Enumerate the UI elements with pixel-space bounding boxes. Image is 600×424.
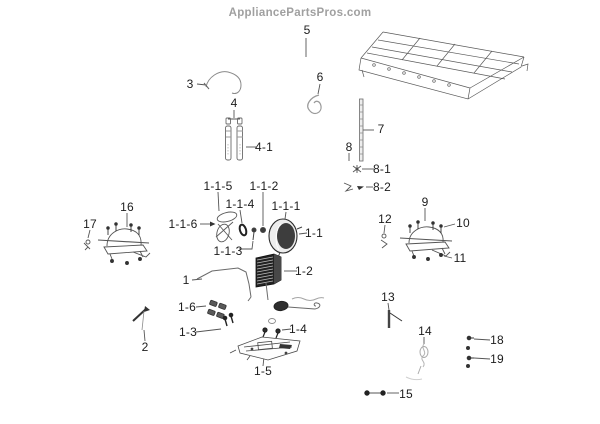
part-label-1-1[interactable]: 1-1 <box>305 226 323 240</box>
part-drawing-hook-6 <box>308 95 321 113</box>
part-drawing-screws-15 <box>365 391 385 395</box>
part-label-1[interactable]: 1 <box>182 273 190 287</box>
part-drawing-grommet-17 <box>84 240 90 250</box>
part-drawing-screws-1-4 <box>263 319 280 339</box>
part-label-9[interactable]: 9 <box>421 195 429 209</box>
part-drawing-fan-blade <box>215 210 238 243</box>
part-label-10[interactable]: 10 <box>456 216 470 230</box>
part-label-12[interactable]: 12 <box>378 212 392 226</box>
part-label-17[interactable]: 17 <box>83 217 97 231</box>
part-drawing-screws-1-3 <box>223 313 233 326</box>
part-label-8-1[interactable]: 8-1 <box>373 162 391 176</box>
part-label-1-1-5[interactable]: 1-1-5 <box>203 179 233 193</box>
part-drawing-tubes-4 <box>226 118 244 160</box>
part-drawing-screws-18-19 <box>467 336 475 367</box>
part-label-1-1-6[interactable]: 1-1-6 <box>168 217 198 231</box>
part-label-3[interactable]: 3 <box>186 77 194 91</box>
part-label-1-1-4[interactable]: 1-1-4 <box>225 197 255 211</box>
part-label-16[interactable]: 16 <box>120 200 134 214</box>
site-watermark: AppliancePartsPros.com <box>228 7 372 19</box>
part-label-1-1-2[interactable]: 1-1-2 <box>249 179 279 193</box>
part-drawing-fan-screws <box>252 228 266 241</box>
part-label-5[interactable]: 5 <box>303 23 311 37</box>
part-label-11[interactable]: 11 <box>453 251 467 265</box>
part-drawing-clamps <box>207 300 226 319</box>
part-label-4[interactable]: 4 <box>230 96 238 110</box>
part-label-2[interactable]: 2 <box>141 340 149 354</box>
part-drawing-rod-7 <box>359 99 364 161</box>
part-drawing-pin-13 <box>389 310 402 328</box>
part-label-1-3[interactable]: 1-3 <box>179 325 197 339</box>
part-label-1-6[interactable]: 1-6 <box>178 300 196 314</box>
part-label-1-1-1[interactable]: 1-1-1 <box>271 199 301 213</box>
part-label-1-4[interactable]: 1-4 <box>289 322 307 336</box>
part-label-7[interactable]: 7 <box>377 122 385 136</box>
part-label-1-2[interactable]: 1-2 <box>295 264 313 278</box>
part-drawing-condenser <box>256 254 281 287</box>
part-label-8[interactable]: 8 <box>345 140 353 154</box>
part-label-1-1-3[interactable]: 1-1-3 <box>213 244 243 258</box>
part-drawing-bracket-1-5 <box>230 337 300 360</box>
part-drawing-fan-motor <box>269 219 302 258</box>
part-label-8-2[interactable]: 8-2 <box>373 180 391 194</box>
part-label-4-1[interactable]: 4-1 <box>255 140 273 154</box>
part-drawing-part-14 <box>406 344 428 380</box>
part-drawing-compressor-left <box>98 223 150 265</box>
part-drawing-clips-8 <box>344 165 364 191</box>
part-label-15[interactable]: 15 <box>399 387 413 401</box>
part-drawing-base-chassis <box>359 32 528 99</box>
part-label-1-5[interactable]: 1-5 <box>254 364 272 378</box>
part-drawing-tube-3 <box>204 72 241 94</box>
part-drawing-grommet-12 <box>381 234 387 248</box>
part-label-18[interactable]: 18 <box>490 333 504 347</box>
part-drawing-pin-2 <box>133 306 150 330</box>
part-drawing-oring <box>238 224 247 236</box>
part-label-14[interactable]: 14 <box>418 324 432 338</box>
part-label-6[interactable]: 6 <box>316 70 324 84</box>
part-label-19[interactable]: 19 <box>490 352 504 366</box>
part-label-13[interactable]: 13 <box>381 290 395 304</box>
